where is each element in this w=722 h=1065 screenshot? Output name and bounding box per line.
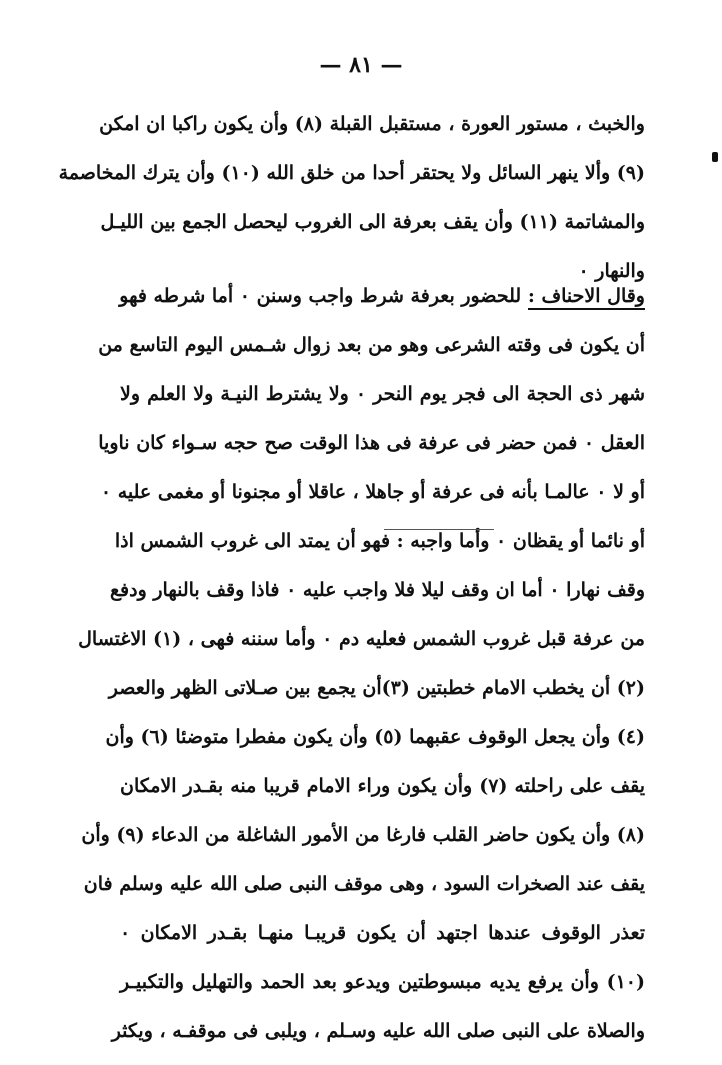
heading-line-rest: للحضور بعرفة شرط واجب وسنن ٠ أما شرطه فهو bbox=[119, 285, 522, 307]
text-line: وقف نهارا ٠ أما ان وقف ليلا فلا واجب عليه ٠ فاذا وقف بالنهار ودفع bbox=[109, 579, 645, 601]
text-line: يقف على راحلته (٧) وأن يكون وراء الامام قريبا منه بقـدر الامكان bbox=[120, 775, 645, 797]
text-line: شهر ذى الحجة الى فجر يوم النحر ٠ ولا يشترط النيـة ولا العلم ولا bbox=[120, 383, 645, 405]
underline-mark bbox=[384, 529, 494, 530]
text-line: والنهار ٠ bbox=[578, 260, 645, 282]
text-line: (٨) وأن يكون حاضر القلب فارغا من الأمور الشاغلة من الدعاء (٩) وأن bbox=[81, 824, 645, 846]
section-heading: وقال الاحناف : bbox=[528, 285, 645, 310]
text-line: والخبث ، مستور العورة ، مستقبل القبلة (٨) وأن يكون راكبا ان امكن bbox=[99, 113, 645, 135]
text-line: من عرفة قبل غروب الشمس فعليه دم ٠ وأما سننه فهى ، (١) الاغتسال bbox=[78, 628, 645, 650]
text-line: والصلاة على النبى صلى الله عليه وسـلم ، ويلبى فى موقفـه ، ويكثر bbox=[111, 1020, 645, 1042]
text-line: (٤) وأن يجعل الوقوف عقبهما (٥) وأن يكون مفطرا متوضئا (٦) وأن bbox=[105, 726, 645, 748]
text-line: العقل ٠ فمن حضر فى عرفة فى هذا الوقت صح حجه سـواء كان ناويا bbox=[98, 432, 645, 454]
text-line: أو نائما أو يقظان ٠ وأما واجبه : فهو أن يمتد الى غروب الشمس اذا bbox=[114, 530, 645, 552]
margin-mark bbox=[712, 152, 718, 162]
text-line: يقف عند الصخرات السود ، وهى موقف النبى صلى الله عليه وسلم فان bbox=[83, 873, 645, 895]
paragraph-2 bbox=[78, 272, 645, 1056]
text-line: أن يكون فى وقته الشرعى وهو من بعد زوال شـمس اليوم التاسع من bbox=[98, 334, 645, 356]
text-line: (٩) وألا ينهر السائل ولا يحتقر أحدا من خلق الله (١٠) وأن يترك المخاصمة bbox=[58, 162, 645, 184]
text-line: (١٠) وأن يرفع يديه مبسوطتين ويدعو بعد الحمد والتهليل والتكبيـر bbox=[120, 971, 645, 993]
text-line: أو لا ٠ عالمـا بأنه فى عرفة أو جاهلا ، عاقلا أو مجنونا أو مغمى عليه ٠ bbox=[100, 481, 645, 503]
text-line: تعذر الوقوف عندها اجتهد أن يكون قريبـا منهـا بقـدر الامكان ٠ bbox=[120, 922, 645, 944]
text-line: والمشاتمة (١١) وأن يقف بعرفة الى الغروب ليحصل الجمع بين الليـل bbox=[100, 211, 645, 233]
page-number: — ٨١ — bbox=[319, 52, 403, 78]
heading-line bbox=[120, 272, 645, 321]
text-line: (٢) أن يخطب الامام خطبتين (٣)أن يجمع بين صـلاتى الظهر والعصر bbox=[108, 677, 645, 699]
